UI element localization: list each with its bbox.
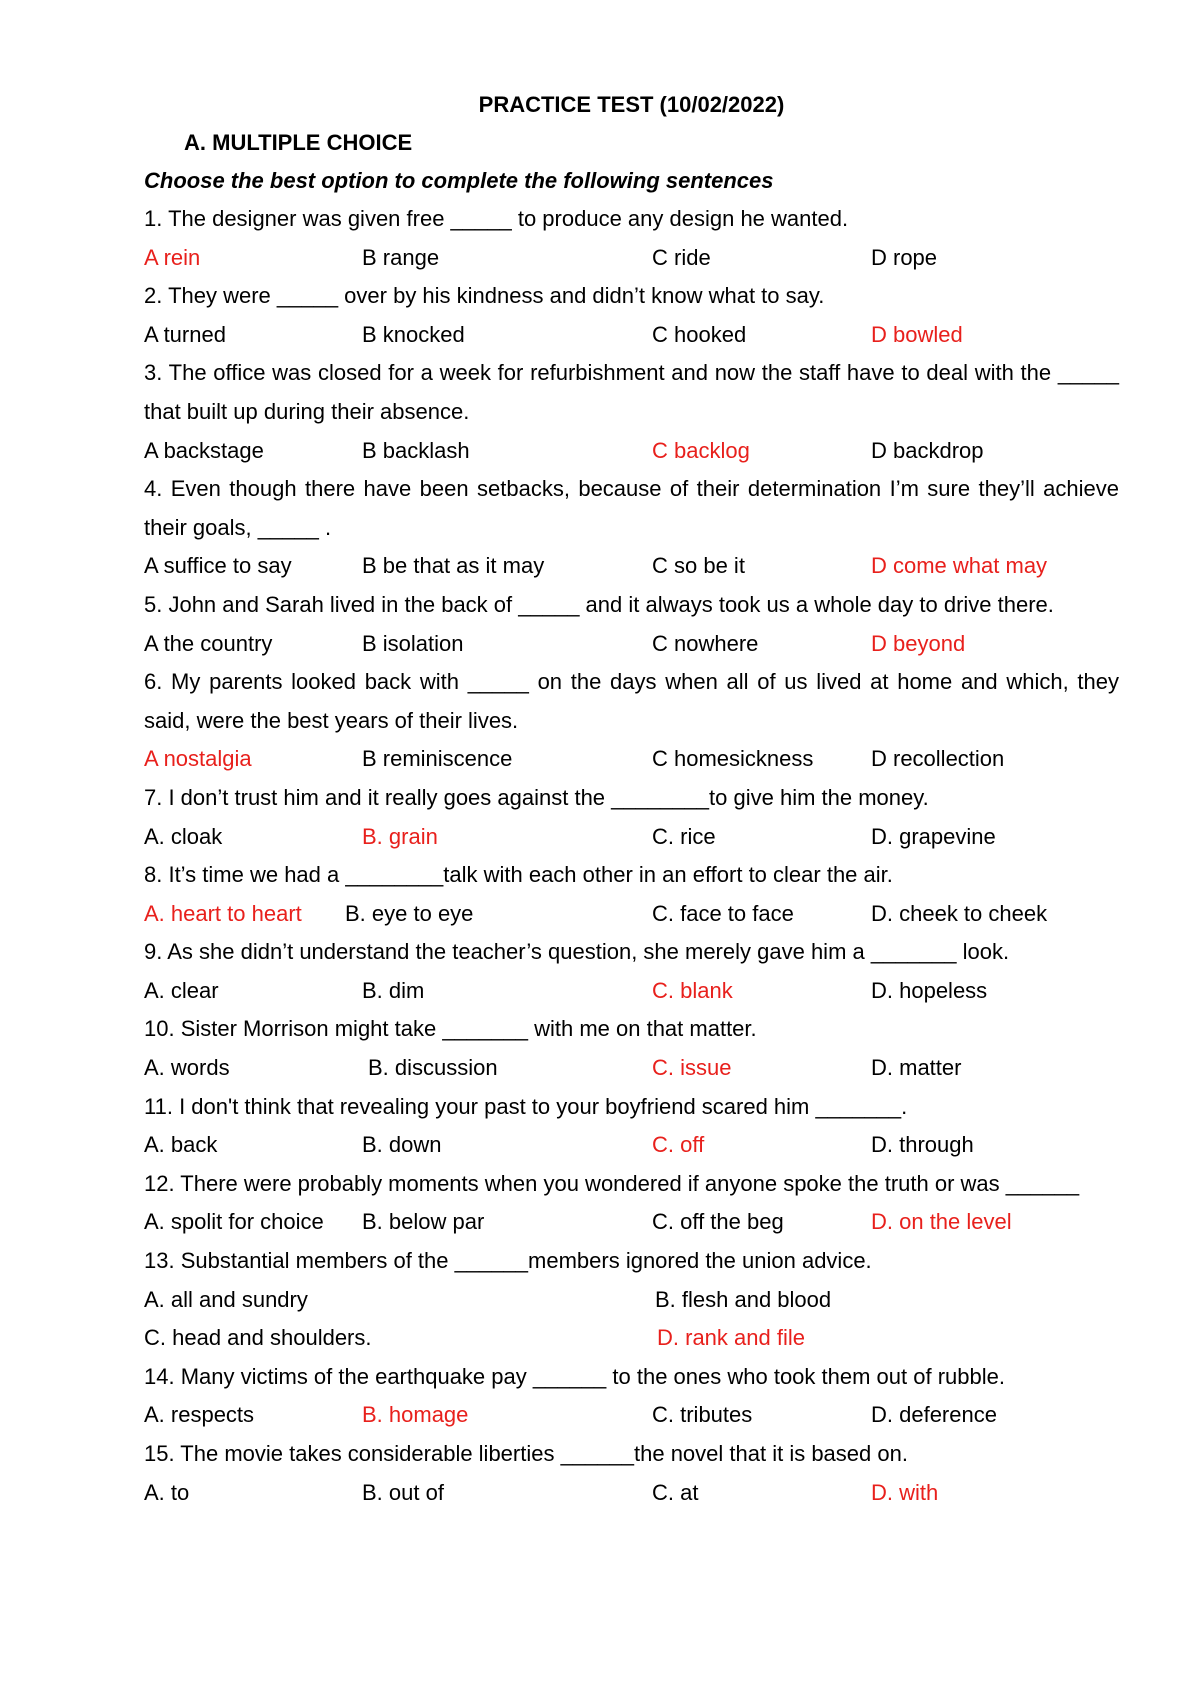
question-text: 11. I don't think that revealing your past to your boyfriend scared him _______. (144, 1093, 908, 1119)
answer-option[interactable]: D. on the level (871, 1209, 1012, 1235)
answer-option[interactable]: C so be it (652, 553, 745, 579)
answer-option[interactable]: A. respects (144, 1402, 255, 1428)
answer-option[interactable]: A turned (144, 321, 226, 347)
answer-option[interactable]: C. at (652, 1479, 699, 1505)
answer-option[interactable]: C ride (652, 244, 711, 270)
question-text: 2. They were _____ over by his kindness and didn’t know what to say. (144, 283, 825, 309)
answer-option[interactable]: B backlash (362, 437, 470, 463)
answer-option[interactable]: A. heart to heart (144, 900, 302, 926)
option-row (144, 818, 1119, 857)
answer-option[interactable]: B reminiscence (362, 746, 513, 772)
answer-option[interactable]: C. off the beg (652, 1209, 784, 1235)
answer-option[interactable]: C backlog (652, 437, 750, 463)
instructions: Choose the best option to complete the following sentences (144, 168, 774, 193)
answer-option[interactable]: D beyond (871, 630, 966, 656)
question-text: 15. The movie takes considerable liberties ______the novel that it is based on. (144, 1441, 908, 1466)
answer-option[interactable]: A. to (144, 1479, 190, 1505)
answer-option[interactable]: D. hopeless (871, 977, 988, 1003)
answer-option[interactable]: B. grain (362, 823, 438, 849)
answer-option[interactable]: A. back (144, 1132, 218, 1158)
answer-option[interactable]: B. discussion (368, 1055, 498, 1081)
page-title: PRACTICE TEST (10/02/2022) (478, 92, 785, 117)
answer-option[interactable]: D. deference (871, 1402, 997, 1428)
answer-option[interactable]: C. tributes (652, 1402, 753, 1428)
question-text: 1. The designer was given free _____ to produce any design he wanted. (144, 206, 849, 231)
answer-option[interactable]: D. with (871, 1479, 939, 1505)
answer-option[interactable]: C. off (652, 1132, 705, 1158)
answer-option[interactable]: C. rice (652, 823, 716, 849)
answer-option[interactable]: C nowhere (652, 630, 759, 656)
answer-option[interactable]: D. matter (871, 1055, 962, 1081)
answer-option[interactable]: A. cloak (144, 823, 223, 849)
answer-option[interactable]: B. homage (362, 1402, 469, 1428)
answer-option[interactable]: D recollection (871, 746, 1005, 772)
option-row (144, 1281, 1119, 1320)
option-row (144, 1203, 1119, 1242)
answer-option[interactable]: C. face to face (652, 900, 794, 926)
answer-option[interactable]: A. words (144, 1055, 230, 1081)
answer-option[interactable]: B. flesh and blood (655, 1286, 832, 1312)
answer-option[interactable]: D. through (871, 1132, 974, 1158)
option-row (144, 625, 1119, 664)
answer-option[interactable]: B. below par (362, 1209, 485, 1235)
question-text: 10. Sister Morrison might take _______ with me on that matter. (144, 1016, 757, 1042)
answer-option[interactable]: B. dim (362, 977, 425, 1003)
answer-option[interactable]: C homesickness (652, 746, 814, 772)
answer-option[interactable]: C hooked (652, 321, 747, 347)
answer-option[interactable]: A suffice to say (144, 553, 292, 579)
answer-option[interactable]: B. down (362, 1132, 442, 1158)
answer-option[interactable]: C. head and shoulders. (144, 1325, 372, 1351)
question-text: 9. As she didn’t understand the teacher’s question, she merely gave him a _______ look. (144, 939, 1010, 965)
document-page (144, 86, 1119, 1512)
question-text: 6. My parents looked back with _____ on the days when all of us lived at home and which, they said, were the best years of their lives. (144, 669, 1119, 733)
option-row (144, 547, 1119, 586)
question-text: 12. There were probably moments when you wondered if anyone spoke the truth or was ______ (144, 1170, 1080, 1196)
answer-option[interactable]: D rope (871, 244, 938, 270)
answer-option[interactable]: B. out of (362, 1479, 444, 1505)
answer-option[interactable]: C. issue (652, 1055, 732, 1081)
answer-option[interactable]: D backdrop (871, 437, 984, 463)
question-list (144, 200, 1119, 1512)
question-text: 4. Even though there have been setbacks, because of their determination I’m sure they’ll achieve their goals, _____ . (144, 476, 1119, 540)
option-row (144, 1049, 1119, 1088)
option-row (144, 316, 1119, 355)
answer-option[interactable]: A. spolit for choice (144, 1209, 324, 1235)
answer-option[interactable]: D. rank and file (657, 1325, 805, 1351)
answer-option[interactable]: C. blank (652, 977, 733, 1003)
question-text: 7. I don’t trust him and it really goes against the ________to give him the money. (144, 784, 929, 810)
question-text: 13. Substantial members of the ______members ignored the union advice. (144, 1248, 872, 1274)
answer-option[interactable]: B knocked (362, 321, 465, 347)
question-text: 8. It’s time we had a ________talk with each other in an effort to clear the air. (144, 862, 893, 888)
answer-option[interactable]: A backstage (144, 437, 264, 463)
option-row (144, 895, 1119, 934)
option-row (144, 1319, 1119, 1358)
question-text: 3. The office was closed for a week for refurbishment and now the staff have to deal with the _____ that built up during their absence. (144, 360, 1119, 424)
answer-option[interactable]: A. all and sundry (144, 1286, 308, 1312)
option-row (144, 1396, 1119, 1435)
option-row (144, 740, 1119, 779)
answer-option[interactable]: D bowled (871, 321, 963, 347)
answer-option[interactable]: A the country (144, 630, 273, 656)
section-heading: A. MULTIPLE CHOICE (184, 130, 413, 155)
option-row (144, 1126, 1119, 1165)
option-row (144, 432, 1119, 471)
answer-option[interactable]: A rein (144, 244, 201, 270)
answer-option[interactable]: D come what may (871, 553, 1048, 579)
answer-option[interactable]: B range (362, 244, 440, 270)
answer-option[interactable]: A. clear (144, 977, 219, 1003)
answer-option[interactable]: D. cheek to cheek (871, 900, 1048, 926)
option-row (144, 239, 1119, 278)
question-text: 14. Many victims of the earthquake pay ______ to the ones who took them out of rubble. (144, 1363, 1005, 1389)
answer-option[interactable]: B be that as it may (362, 553, 545, 579)
question-text: 5. John and Sarah lived in the back of _____ and it always took us a whole day to drive there. (144, 591, 1054, 617)
answer-option[interactable]: B isolation (362, 630, 464, 656)
answer-option[interactable]: D. grapevine (871, 823, 996, 849)
option-row (144, 1474, 1119, 1513)
option-row (144, 972, 1119, 1011)
answer-option[interactable]: B. eye to eye (345, 900, 474, 926)
answer-option[interactable]: A nostalgia (144, 746, 252, 772)
